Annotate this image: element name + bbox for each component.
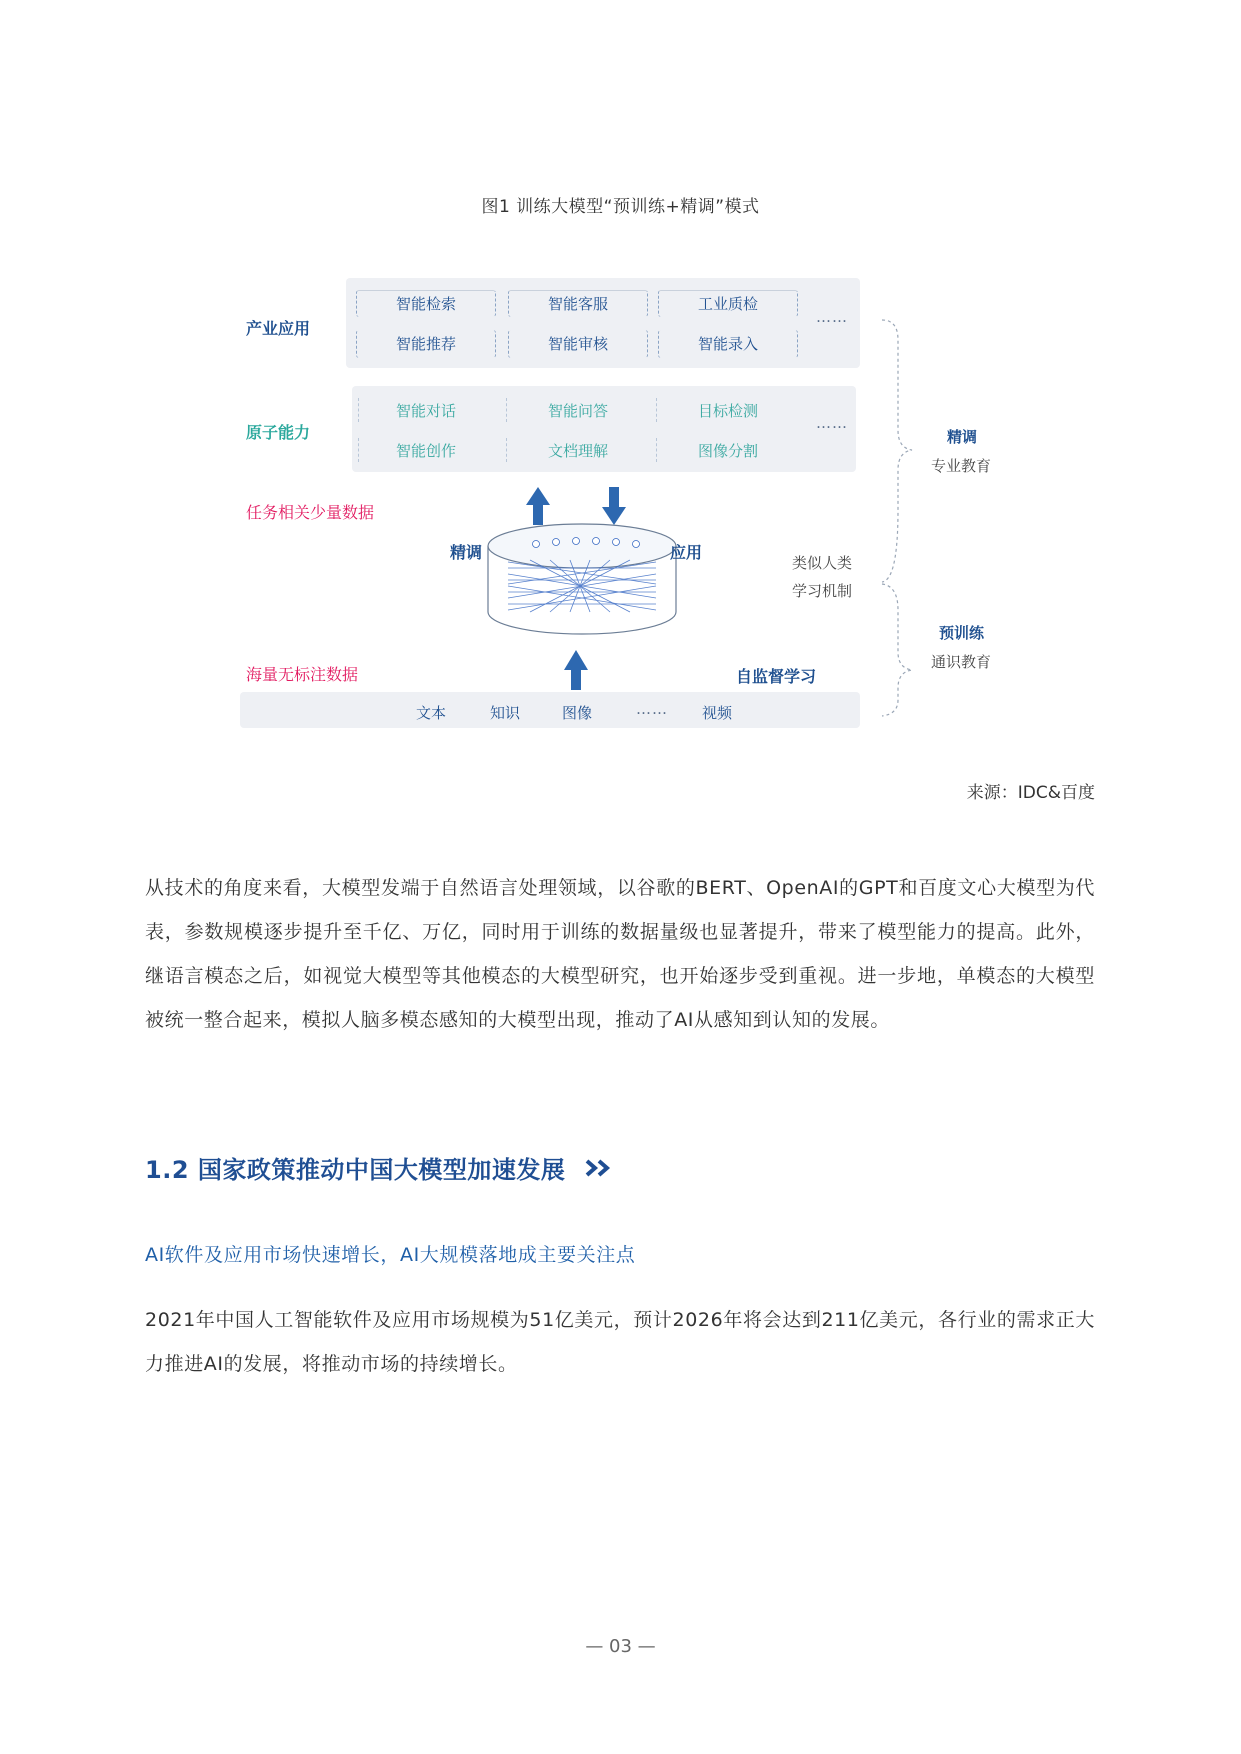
large-model-cylinder-icon bbox=[488, 524, 676, 634]
side-pretrain-sub: 通识教育 bbox=[931, 653, 992, 671]
human-like-label: 学习机制 bbox=[792, 582, 853, 600]
self-supervised-label: 自监督学习 bbox=[736, 667, 817, 686]
atomic-item: 目标检测 bbox=[697, 402, 758, 420]
figure-title: 图1 训练大模型“预训练+精调”模式 bbox=[481, 197, 760, 217]
atomic-label: 原子能力 bbox=[246, 423, 311, 442]
atomic-item: 智能对话 bbox=[395, 402, 456, 420]
side-pretrain-label: 预训练 bbox=[939, 624, 985, 642]
atomic-ellipsis: …… bbox=[816, 414, 848, 432]
atomic-separator bbox=[656, 398, 657, 422]
industry-item: 智能录入 bbox=[658, 330, 798, 358]
atomic-separator bbox=[506, 398, 507, 422]
mass-data-label: 海量无标注数据 bbox=[246, 665, 359, 684]
atomic-item: 智能创作 bbox=[395, 442, 456, 460]
data-item: 视频 bbox=[702, 704, 733, 722]
industry-item: 智能推荐 bbox=[356, 330, 496, 358]
atomic-item: 智能问答 bbox=[547, 402, 608, 420]
industry-item: 工业质检 bbox=[658, 290, 798, 317]
data-item: 文本 bbox=[416, 704, 447, 722]
data-ellipsis: …… bbox=[636, 700, 668, 718]
up-arrow-icon bbox=[564, 650, 588, 690]
industry-item: 智能审核 bbox=[508, 330, 648, 358]
subheading: AI软件及应用市场快速增长，AI大规模落地成主要关注点 bbox=[145, 1244, 636, 1266]
page-number: — 03 — bbox=[585, 1636, 656, 1657]
industry-label: 产业应用 bbox=[246, 319, 311, 338]
side-bracket bbox=[868, 310, 918, 720]
side-finetune-sub: 专业教育 bbox=[931, 457, 992, 475]
figure-source: 来源：IDC&百度 bbox=[966, 783, 1095, 803]
body-paragraph: 2021年中国人工智能软件及应用市场规模为51亿美元，预计2026年将会达到211亿美元，各行业的需求正大力推进AI的发展，将推动市场的持续增长。 bbox=[145, 1309, 1095, 1375]
finetune-label: 精调 bbox=[450, 543, 483, 562]
atomic-item: 图像分割 bbox=[697, 442, 758, 460]
body-paragraph: 从技术的角度来看，大模型发端于自然语言处理领域，以谷歌的BERT、OpenAI的GPT和百度文心大模型为代表，参数规模逐步提升至千亿、万亿，同时用于训练的数据量级也显著提升，带来了模型能力的提高。此外，继语言模态之后，如视觉大模型等其他模态的大模型研究，也开始逐步受到重视。进一步地，单模态的大模型被统一整合起来，模拟人脑多模态感知的大模型出现，推动了AI从感知到认知的发展。 bbox=[145, 877, 1095, 1031]
section-heading bbox=[145, 1150, 614, 1185]
down-arrow-icon bbox=[602, 487, 626, 525]
human-like-label: 类似人类 bbox=[792, 554, 853, 572]
data-item: 图像 bbox=[562, 704, 593, 722]
section-heading-text: 1.2 国家政策推动中国大模型加速发展 bbox=[145, 1156, 566, 1184]
data-item: 知识 bbox=[490, 704, 521, 722]
data-panel bbox=[240, 692, 860, 728]
industry-item: 智能检索 bbox=[356, 290, 496, 317]
task-data-label: 任务相关少量数据 bbox=[246, 503, 375, 522]
model-graphic bbox=[440, 480, 690, 690]
atomic-separator bbox=[656, 438, 657, 462]
up-arrow-icon bbox=[526, 487, 550, 525]
diagram bbox=[0, 0, 1241, 740]
side-finetune-label: 精调 bbox=[947, 428, 978, 446]
double-chevron-right-icon bbox=[584, 1157, 614, 1185]
industry-ellipsis: …… bbox=[816, 308, 848, 326]
atomic-item: 文档理解 bbox=[547, 442, 608, 460]
industry-item: 智能客服 bbox=[508, 290, 648, 317]
apply-label: 应用 bbox=[670, 543, 703, 562]
atomic-separator bbox=[506, 438, 507, 462]
